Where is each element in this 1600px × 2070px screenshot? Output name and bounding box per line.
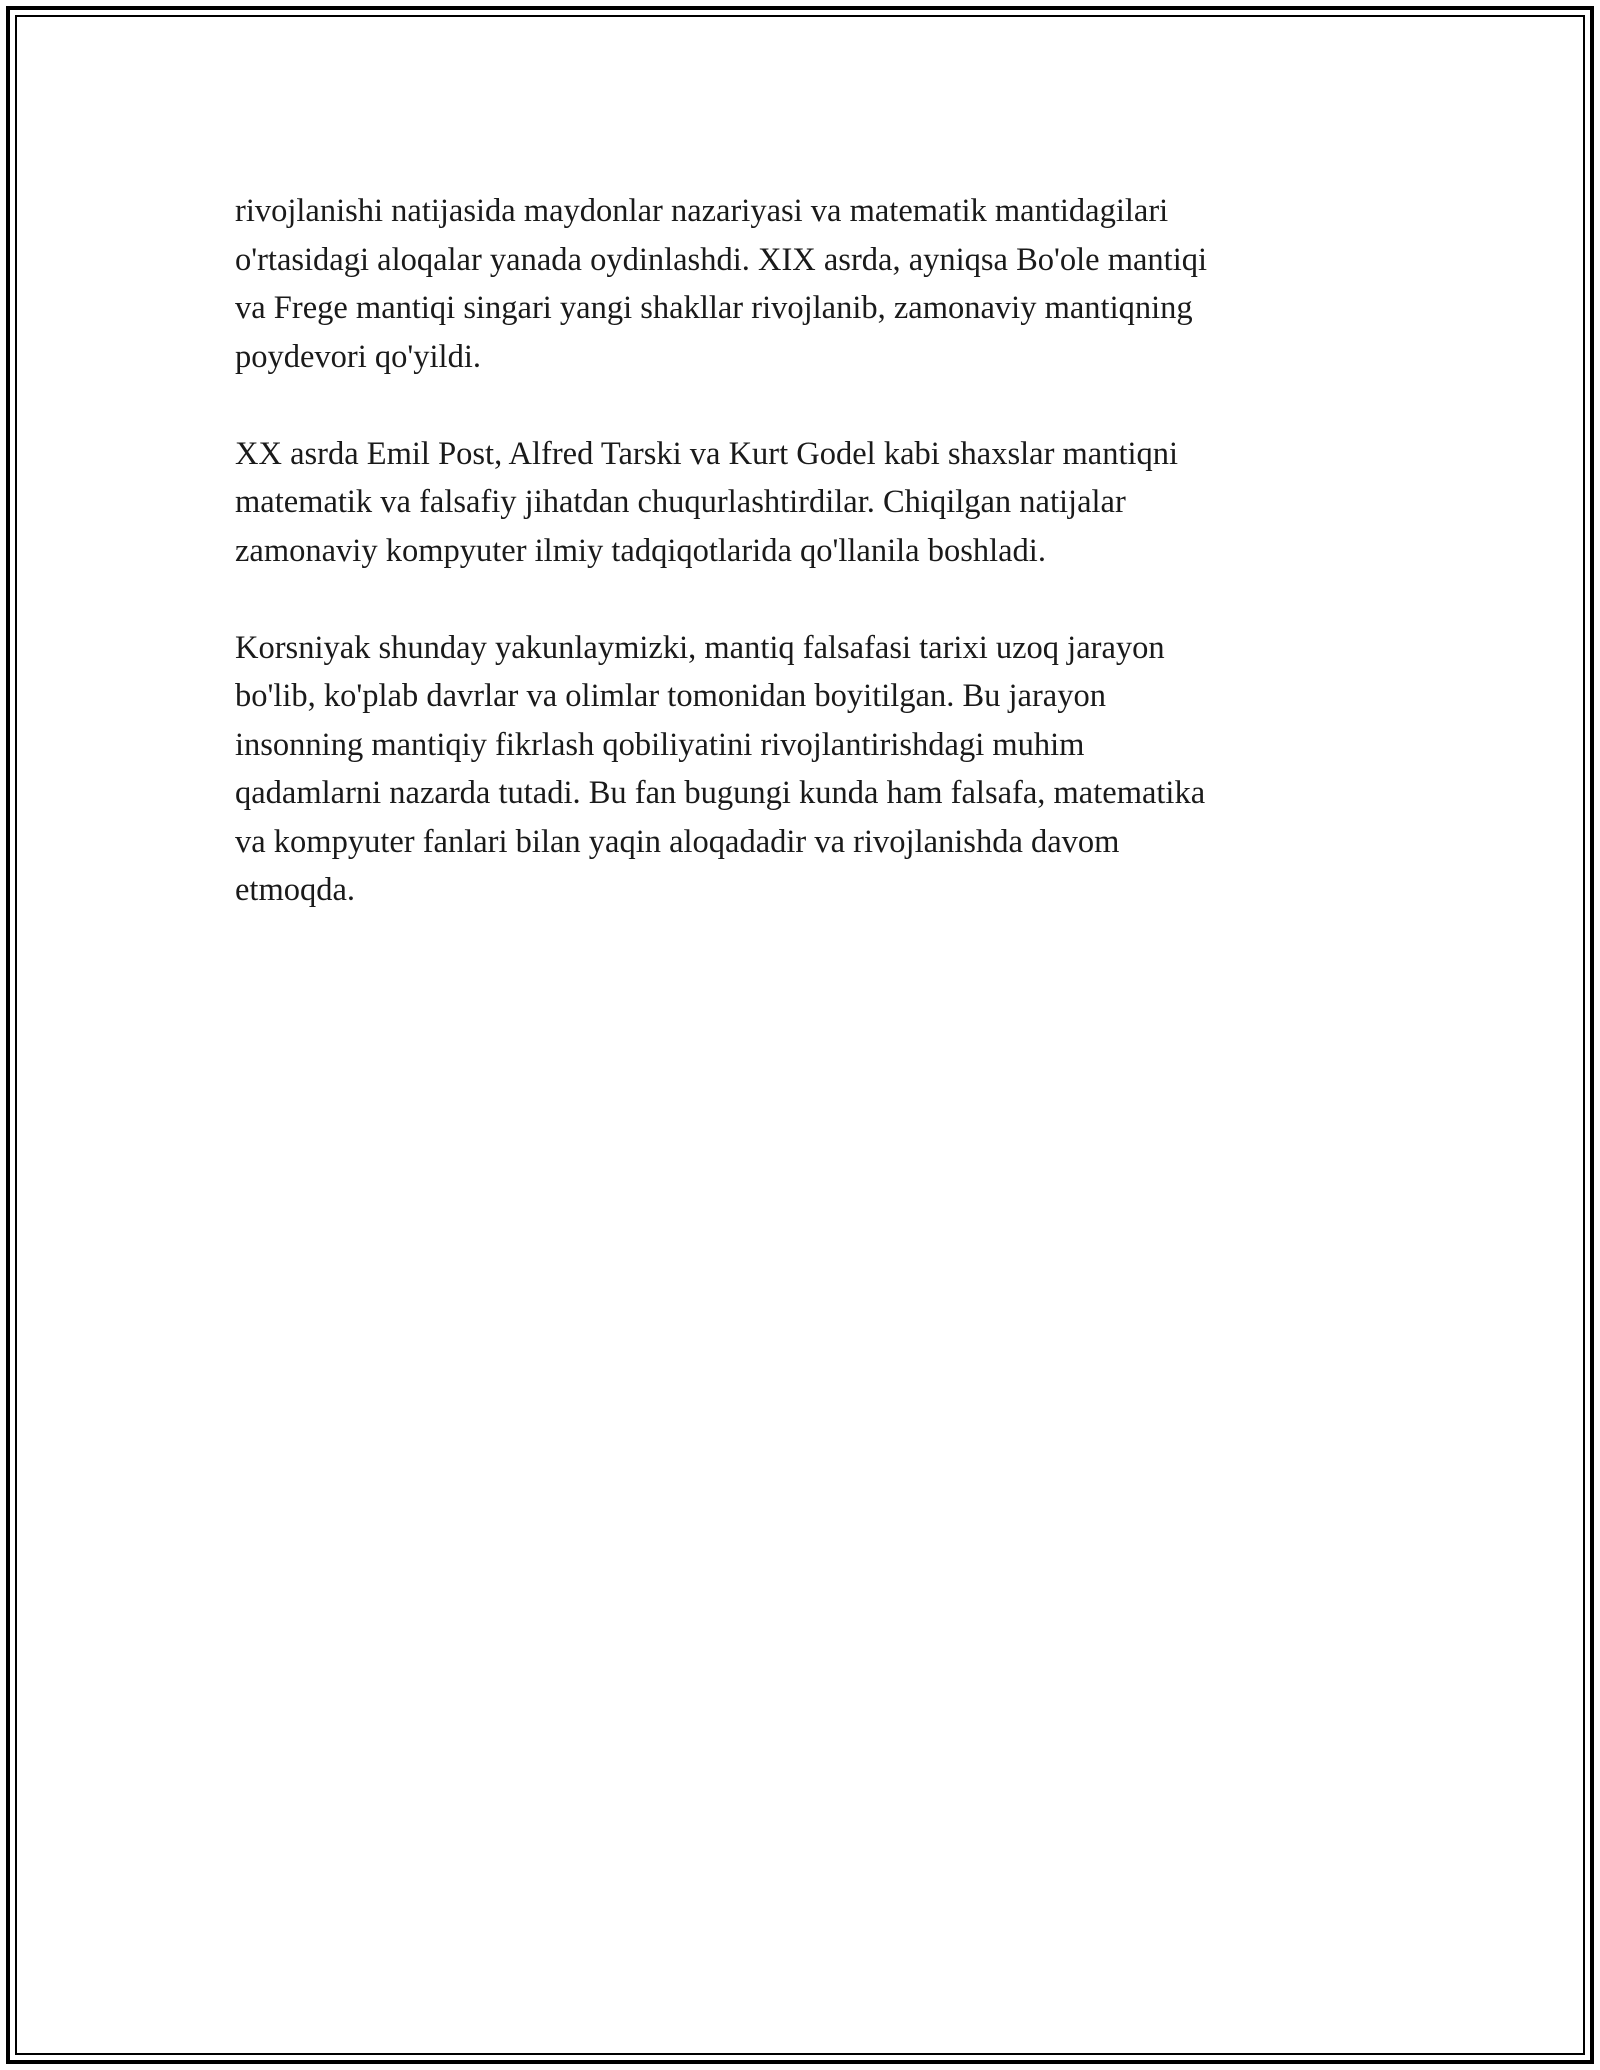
- text-line: matematik va falsafiy jihatdan chuqurlashtirdilar. Chiqilgan natijalar: [235, 484, 1126, 520]
- paragraph-3: [235, 624, 1355, 915]
- text-line: etmoqda.: [235, 872, 356, 908]
- text-line: poydevori qo'yildi.: [235, 338, 481, 375]
- text-line: XX asrda Emil Post, Alfred Tarski va Kurt Godel kabi shaxslar mantiqni: [235, 435, 1179, 472]
- text-line: zamonaviy kompyuter ilmiy tadqiqotlarida qo'llanila boshladi.: [235, 532, 1046, 569]
- paragraph-1: [235, 187, 1355, 381]
- text-line: bo'lib, ko'plab davrlar va olimlar tomonidan boyitilgan. Bu jarayon: [235, 678, 1106, 714]
- text-line: qadamlarni nazarda tutadi. Bu fan bugungi kunda ham falsafa, matematika: [235, 775, 1206, 811]
- document-body: [235, 187, 1355, 963]
- text-line: insonning mantiqiy fikrlash qobiliyatini rivojlantirishdagi muhim: [235, 726, 1085, 763]
- text-line: Korsniyak shunday yakunlaymizki, mantiq falsafasi tarixi uzoq jarayon: [235, 629, 1165, 666]
- text-line: o'rtasidagi aloqalar yanada oydinlashdi. XIX asrda, ayniqsa Bo'ole mantiqi: [235, 241, 1208, 278]
- text-line: va Frege mantiqi singari yangi shakllar rivojlanib, zamonaviy mantiqning: [235, 290, 1193, 326]
- text-line: va kompyuter fanlari bilan yaqin aloqadadir va rivojlanishda davom: [235, 823, 1120, 860]
- text-line: rivojlanishi natijasida maydonlar nazariyasi va matematik mantidagilari: [235, 193, 1169, 229]
- paragraph-2: [235, 430, 1355, 576]
